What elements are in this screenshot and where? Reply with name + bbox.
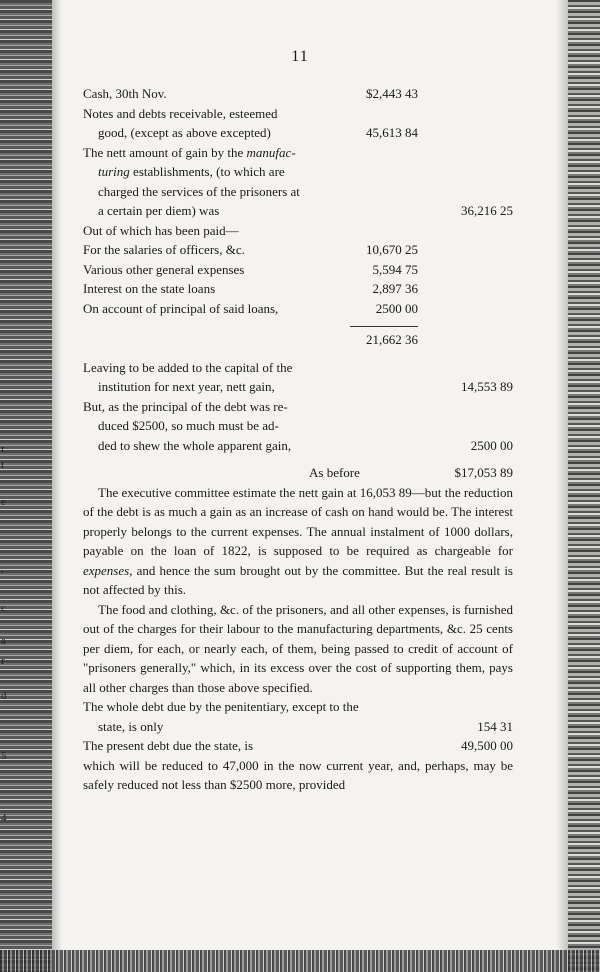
ledger-row [83, 123, 513, 143]
ledger-row [83, 358, 513, 378]
ledger-row [83, 279, 513, 299]
scan-shadow-right [556, 0, 568, 972]
spacer [83, 350, 513, 358]
ledger-row [83, 736, 513, 756]
margin-fragment: r [1, 443, 5, 455]
margin-fragment: c [1, 602, 6, 614]
ledger-row-text: The whole debt due by the penitentiary, except to the [83, 699, 359, 714]
ledger-row-text [83, 143, 296, 163]
ledger-row-text: state, is only [98, 718, 164, 734]
margin-fragment: 4 [1, 812, 7, 824]
ledger-row-amount-col2: 36,216 25 [461, 203, 513, 218]
ledger-row-text: But, as the principal of the debt was re- [83, 398, 288, 414]
ledger-row-text: Leaving to be added to the capital of the [83, 359, 293, 375]
scan-edge-bottom [0, 950, 600, 972]
ledger-row-text: Out of which has been paid— [83, 222, 239, 238]
ledger-row-amount-col1: $2,443 43 [366, 86, 418, 101]
ledger-row-amount-col2: 2500 00 [470, 437, 513, 453]
ledger-row [83, 162, 513, 182]
as-before-amount: $17,053 89 [454, 465, 513, 480]
ledger-row-text: good, (except as above excepted) [98, 125, 271, 140]
ledger-row [83, 299, 513, 319]
ledger-row-amount-col2: 14,553 89 [461, 379, 513, 394]
margin-fragment: , [1, 563, 4, 575]
ledger-row-text: a certain per diem) was [98, 203, 220, 218]
subtotal-row [83, 330, 513, 350]
spacer [83, 455, 513, 463]
ledger-row-text-part: manufac- [246, 144, 296, 160]
ledger-row [83, 717, 513, 737]
margin-fragment: d [1, 690, 7, 702]
ledger-row-text: The present debt due the state, is [83, 738, 254, 753]
ledger-row-amount-col1: 2500 00 [375, 300, 418, 316]
ledger-top [83, 84, 513, 318]
ledger-row-text [98, 162, 285, 182]
spacer [83, 318, 513, 326]
ledger-row-amount-col1: 2,897 36 [372, 281, 418, 296]
ledger-row-amount-col1: 5,594 75 [372, 261, 418, 277]
ledger-row-text-part: turing [98, 164, 130, 179]
ledger-row [83, 416, 513, 436]
ledger-row [83, 143, 513, 163]
subtotal-rule [350, 326, 418, 327]
paragraph-committee-part1: The executive committee estimate the nett gain at 16,053 89—but the reduction of the debt is as much a gain as an increase of cash on hand would be. The interest properly belongs to the current expenses. The annual instalment of 1000 dollars, payable on the loan of 1822, is supposed to be required as chargeable for [83, 484, 513, 558]
ledger-row [83, 104, 513, 124]
paragraph-committee-part2: , and hence the sum brought out by the committee. But the real result is not affected by this. [83, 562, 513, 597]
ledger-row [83, 182, 513, 202]
ledger-row-text: charged the services of the prisoners at [98, 183, 300, 199]
ledger-row [83, 377, 513, 397]
ledger-row [83, 436, 513, 456]
margin-fragment: a [1, 635, 6, 647]
scan-shadow-left [52, 0, 62, 972]
debt-rows [83, 697, 513, 756]
ledger-row-text: Interest on the state loans [83, 281, 216, 296]
ledger-row [83, 84, 513, 104]
paragraph-reduction: which will be reduced to 47,000 in the now current year, and, perhaps, may be safely reduced not less than $2500 more, provided [83, 757, 513, 792]
ledger-row-text: Various other general expenses [83, 261, 245, 277]
paragraph-committee [83, 483, 513, 600]
margin-fragment: 5 [1, 750, 7, 762]
ledger-row-text: For the salaries of officers, &c. [83, 242, 245, 257]
ledger-row [83, 260, 513, 280]
margin-fragment: e [1, 496, 6, 508]
ledger-row-text: ded to shew the whole apparent gain, [98, 437, 292, 453]
ledger-row-text-part: establishments, (to which are [129, 164, 285, 179]
ledger-row-text: duced $2500, so much must be ad- [98, 418, 279, 433]
paragraph-food-clothing: The food and clothing, &c. of the prisoners, and all other expenses, is furnished out of the charges for their labour to the manufacturing departments, &c. 25 cents per diem, for each, or nearly each, of them, being passed to credit of account of "prisoners generally," which, in its excess over the cost of supporting them, pays all other charges than those above specified. [83, 601, 513, 695]
ledger-row [83, 201, 513, 221]
paragraph-committee-emphasis: expenses [83, 562, 130, 578]
ledger-row-text: On account of principal of said loans, [83, 300, 279, 316]
margin-fragment: r [1, 655, 5, 667]
margin-fragment: t [1, 459, 5, 471]
ledger-row-amount-col1: 45,613 84 [366, 125, 418, 140]
as-before-label: As before [309, 465, 360, 480]
ledger-row [83, 697, 513, 717]
page-text [83, 84, 513, 795]
ledger-row-amount-col2: 49,500 00 [461, 738, 513, 753]
ledger-row [83, 240, 513, 260]
ledger-row-text: institution for next year, nett gain, [98, 379, 275, 394]
ledger-row-text: Notes and debts receivable, esteemed [83, 105, 278, 121]
scan-edge-right [568, 0, 600, 972]
ledger-row-amount-col1: 10,670 25 [366, 242, 418, 257]
ledger-row-amount-col2: 154 31 [477, 718, 513, 734]
page-number: 11 [291, 48, 309, 65]
ledger-bottom [83, 358, 513, 456]
ledger-row [83, 221, 513, 241]
ledger-row-text-part: The nett amount of gain by the [83, 144, 247, 160]
margin-fragments [0, 0, 12, 972]
ledger-row-text: Cash, 30th Nov. [83, 86, 167, 101]
ledger-row [83, 397, 513, 417]
subtotal-amount: 21,662 36 [366, 332, 418, 347]
as-before-row [83, 463, 513, 483]
